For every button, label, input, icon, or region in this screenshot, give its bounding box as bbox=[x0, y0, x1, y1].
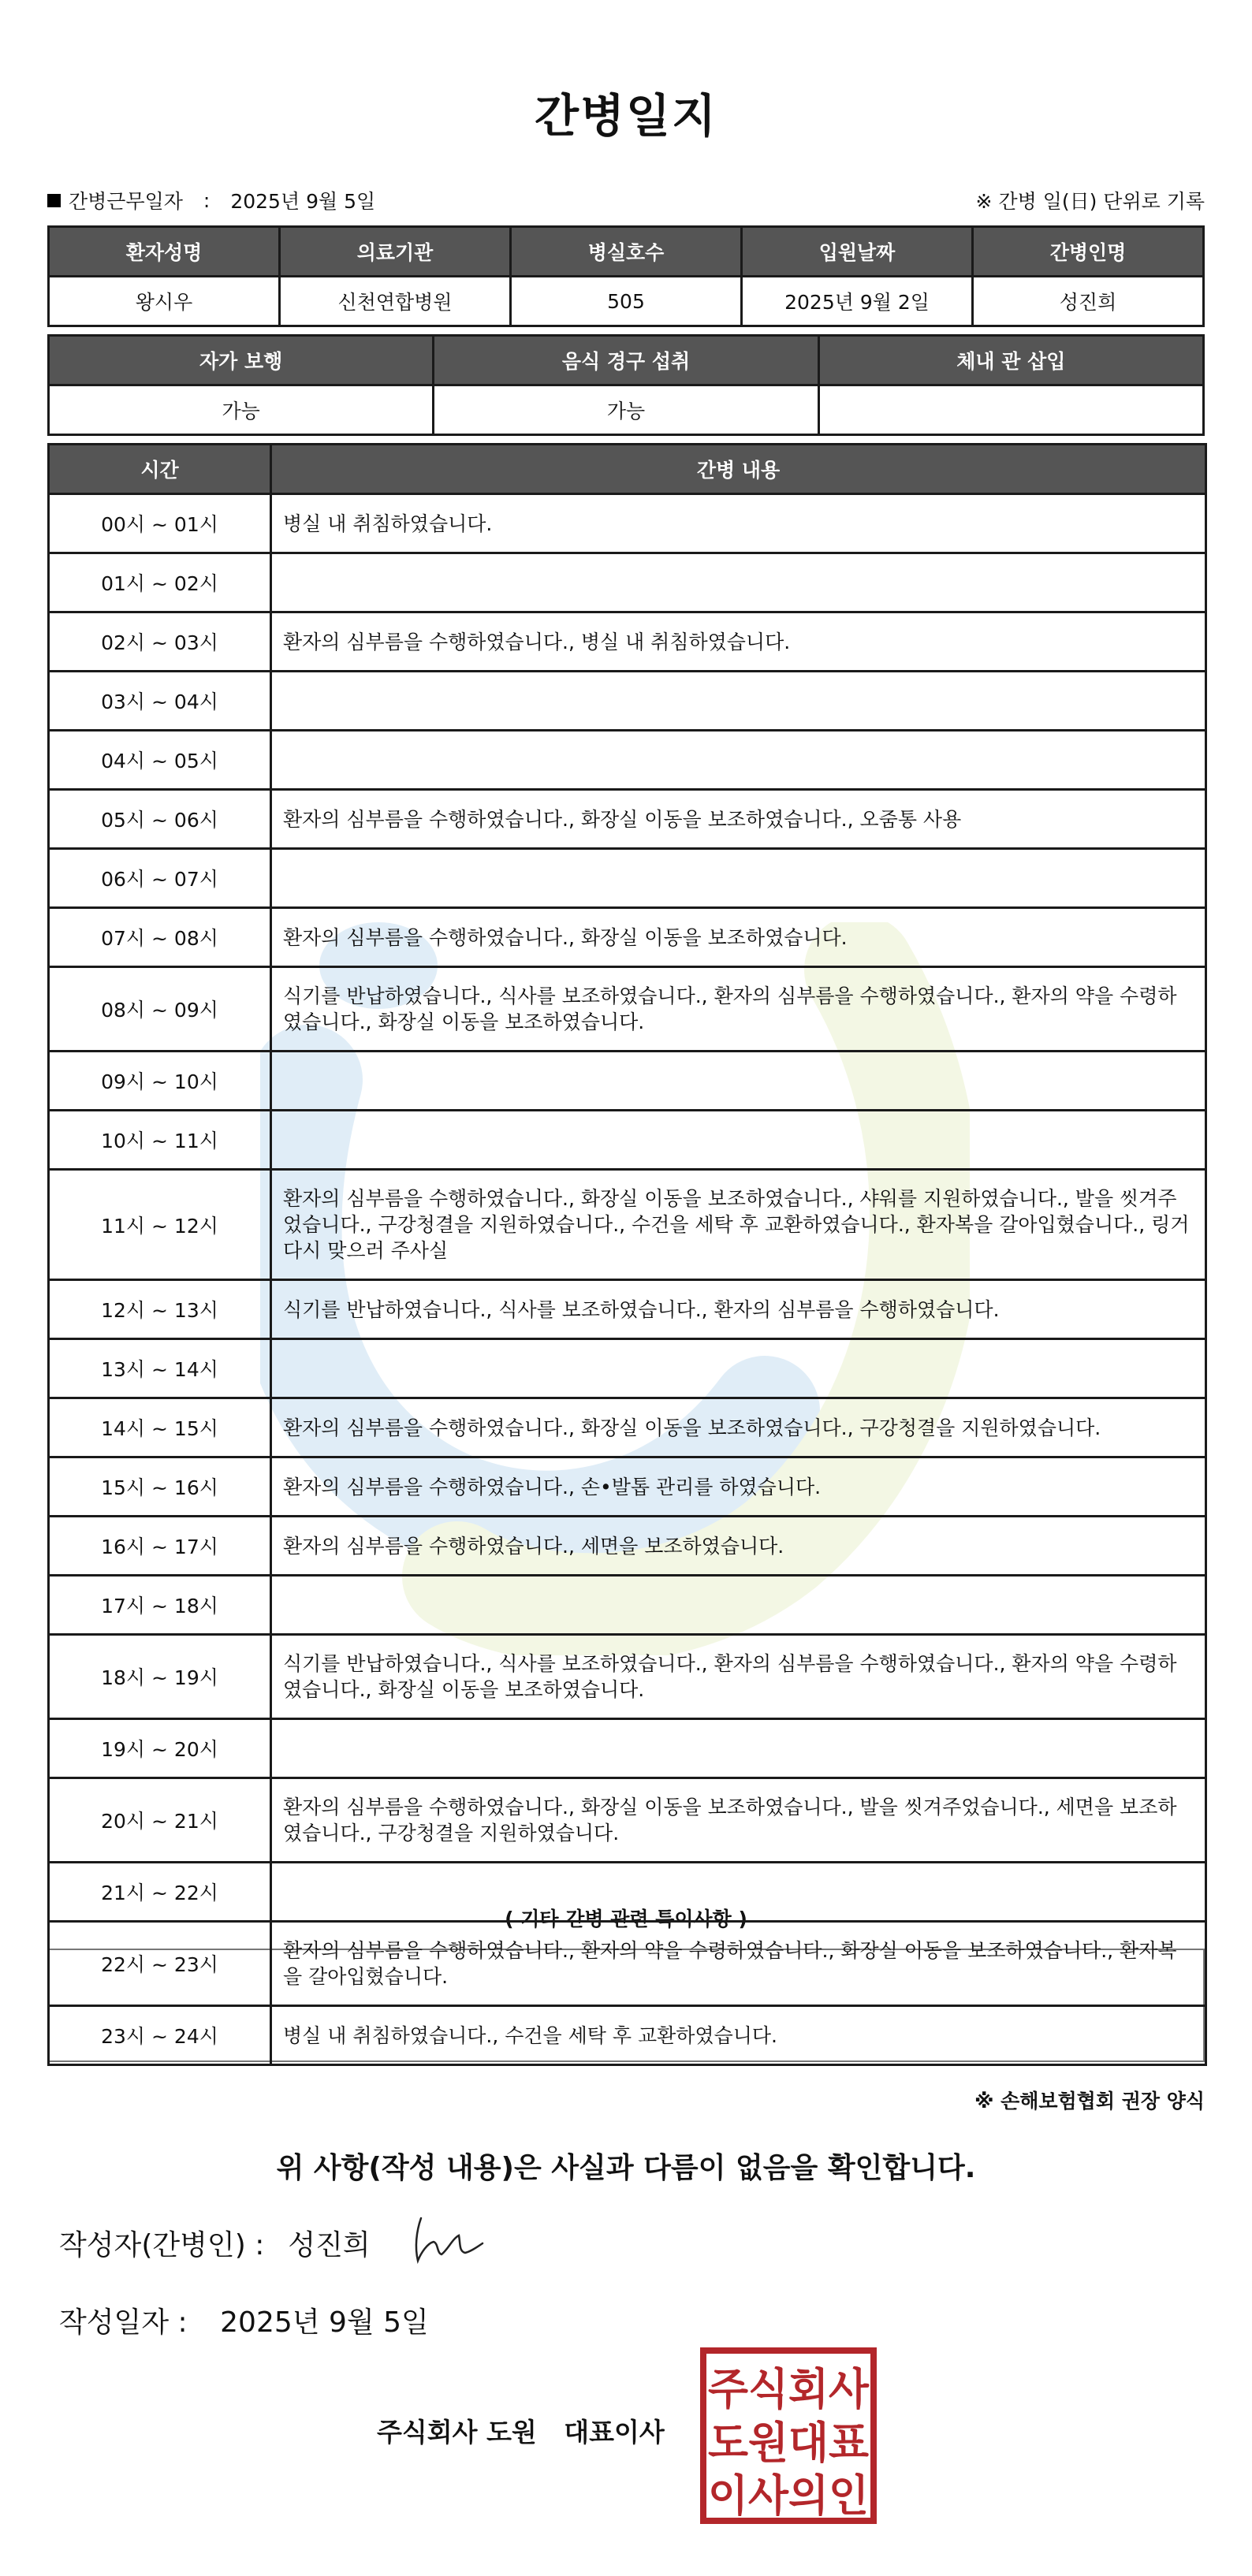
care-content-cell bbox=[271, 1111, 1206, 1170]
care-content-cell bbox=[271, 731, 1206, 790]
time-cell: 17시 ~ 18시 bbox=[49, 1576, 271, 1635]
table-row bbox=[49, 672, 1206, 731]
header-self-walking: 자가 보행 bbox=[49, 336, 434, 385]
time-cell: 05시 ~ 06시 bbox=[49, 790, 271, 849]
recommend-note: ※ 손해보험협회 권장 양식 bbox=[974, 2090, 1205, 2113]
time-cell: 08시 ~ 09시 bbox=[49, 967, 271, 1052]
table-row bbox=[49, 2006, 1206, 2065]
table-row bbox=[49, 790, 1206, 849]
time-cell: 04시 ~ 05시 bbox=[49, 731, 271, 790]
company-seal-stamp bbox=[700, 2347, 877, 2524]
page-title: 간병일지 bbox=[534, 89, 718, 143]
care-content-cell: 환자의 심부름을 수행하였습니다., 화장실 이동을 보조하였습니다., 구강청결을 지원하였습니다. bbox=[271, 1398, 1206, 1457]
caregiver-name: 성진희 bbox=[973, 277, 1204, 326]
table-row bbox=[49, 612, 1206, 672]
header-patient-name: 환자성명 bbox=[49, 227, 280, 277]
care-content-cell: 환자의 심부름을 수행하였습니다., 세면을 보조하였습니다. bbox=[271, 1517, 1206, 1576]
care-content-cell: 식기를 반납하였습니다., 식사를 보조하였습니다., 환자의 심부름을 수행하였습니다. bbox=[271, 1280, 1206, 1339]
table-row bbox=[49, 1778, 1206, 1863]
written-date-label: 작성일자 : bbox=[59, 2306, 188, 2339]
header-oral-intake: 음식 경구 섭취 bbox=[434, 336, 818, 385]
table-row bbox=[49, 1052, 1206, 1111]
table-row bbox=[49, 1719, 1206, 1778]
table-row bbox=[49, 553, 1206, 612]
time-cell: 18시 ~ 19시 bbox=[49, 1635, 271, 1719]
table-row bbox=[49, 1922, 1206, 2006]
time-cell: 10시 ~ 11시 bbox=[49, 1111, 271, 1170]
header-admission-date: 입원날짜 bbox=[742, 227, 973, 277]
seal-line-1: 주식회사 bbox=[708, 2364, 870, 2414]
care-content-cell: 환자의 심부름을 수행하였습니다., 손•발톱 관리를 하였습니다. bbox=[271, 1457, 1206, 1517]
writer-label: 작성자(간병인) : bbox=[59, 2229, 265, 2261]
care-content-cell bbox=[271, 1052, 1206, 1111]
header-caregiver-name: 간병인명 bbox=[973, 227, 1204, 277]
time-cell: 02시 ~ 03시 bbox=[49, 612, 271, 672]
care-content-cell bbox=[271, 1576, 1206, 1635]
care-content-cell: 환자의 심부름을 수행하였습니다., 화장실 이동을 보조하였습니다., 오줌통 사용 bbox=[271, 790, 1206, 849]
table-row bbox=[49, 1517, 1206, 1576]
time-cell: 13시 ~ 14시 bbox=[49, 1339, 271, 1398]
time-cell: 20시 ~ 21시 bbox=[49, 1778, 271, 1863]
table-row bbox=[49, 1576, 1206, 1635]
record-note: ※ 간병 일(日) 단위로 기록 bbox=[975, 190, 1205, 213]
care-content-cell bbox=[271, 553, 1206, 612]
care-content-cell: 병실 내 취침하였습니다., 수건을 세탁 후 교환하였습니다. bbox=[271, 2006, 1206, 2065]
time-cell: 07시 ~ 08시 bbox=[49, 908, 271, 967]
confirmation-statement: 위 사항(작성 내용)은 사실과 다름이 없음을 확인합니다. bbox=[276, 2152, 976, 2184]
table-row bbox=[49, 1280, 1206, 1339]
time-cell: 15시 ~ 16시 bbox=[49, 1457, 271, 1517]
care-content-cell: 환자의 심부름을 수행하였습니다., 화장실 이동을 보조하였습니다. bbox=[271, 908, 1206, 967]
seal-line-3: 이사의인 bbox=[708, 2470, 869, 2521]
care-content-cell: 환자의 심부름을 수행하였습니다., 환자의 약을 수령하였습니다., 화장실 이동을 보조하였습니다., 환자복을 갈아입혔습니다. bbox=[271, 1922, 1206, 2006]
patient-info-table bbox=[47, 225, 1205, 327]
written-date-value: 2025년 9월 5일 bbox=[220, 2306, 429, 2339]
header-care-content: 간병 내용 bbox=[271, 445, 1206, 494]
care-content-cell bbox=[271, 1719, 1206, 1778]
care-content-cell bbox=[271, 1339, 1206, 1398]
square-bullet-icon bbox=[47, 194, 61, 207]
care-content-cell: 환자의 심부름을 수행하였습니다., 화장실 이동을 보조하였습니다., 발을 씻겨주었습니다., 세면을 보조하였습니다., 구강청결을 지원하였습니다. bbox=[271, 1778, 1206, 1863]
table-row bbox=[49, 908, 1206, 967]
signature-mark bbox=[410, 2212, 489, 2267]
self-walking-value: 가능 bbox=[49, 385, 434, 435]
special-notes-title: ( 기타 간병 관련 특이사항 ) bbox=[505, 1908, 747, 1930]
time-cell: 06시 ~ 07시 bbox=[49, 849, 271, 908]
table-row bbox=[49, 494, 1206, 553]
tube-insertion-value bbox=[818, 385, 1203, 435]
time-cell: 21시 ~ 22시 bbox=[49, 1863, 271, 1922]
table-row bbox=[49, 1398, 1206, 1457]
time-cell: 14시 ~ 15시 bbox=[49, 1398, 271, 1457]
header-tube-insertion: 체내 관 삽입 bbox=[818, 336, 1203, 385]
time-cell: 00시 ~ 01시 bbox=[49, 494, 271, 553]
table-row bbox=[49, 1170, 1206, 1280]
patient-name: 왕시우 bbox=[49, 277, 280, 326]
time-cell: 16시 ~ 17시 bbox=[49, 1517, 271, 1576]
table-row bbox=[49, 1339, 1206, 1398]
hourly-care-table bbox=[47, 443, 1207, 2066]
care-content-cell: 식기를 반납하였습니다., 식사를 보조하였습니다., 환자의 심부름을 수행하였습니다., 환자의 약을 수령하였습니다., 화장실 이동을 보조하였습니다. bbox=[271, 1635, 1206, 1719]
care-content-cell bbox=[271, 849, 1206, 908]
hospital-name: 신천연합병원 bbox=[280, 277, 511, 326]
time-cell: 19시 ~ 20시 bbox=[49, 1719, 271, 1778]
work-date-label: 간병근무일자 bbox=[69, 190, 183, 213]
care-content-cell: 식기를 반납하였습니다., 식사를 보조하였습니다., 환자의 심부름을 수행하였습니다., 환자의 약을 수령하였습니다., 화장실 이동을 보조하였습니다. bbox=[271, 967, 1206, 1052]
care-content-cell bbox=[271, 672, 1206, 731]
table-row bbox=[49, 1635, 1206, 1719]
written-date-row bbox=[59, 2300, 429, 2340]
work-date-colon: : bbox=[203, 188, 211, 212]
header-room-number: 병실호수 bbox=[511, 227, 742, 277]
work-date-row bbox=[47, 186, 375, 214]
care-content-cell: 환자의 심부름을 수행하였습니다., 화장실 이동을 보조하였습니다., 샤워를 지원하였습니다., 발을 씻겨주었습니다., 구강청결을 지원하였습니다., 수건을 세탁 후 교환하였습니다., 환자복을 갈아입혔습니다., 링거 다시 맞으러 주사실 bbox=[271, 1170, 1206, 1280]
admission-date: 2025년 9월 2일 bbox=[742, 277, 973, 326]
room-number: 505 bbox=[511, 277, 742, 326]
care-content-cell: 병실 내 취침하였습니다. bbox=[271, 494, 1206, 553]
writer-row bbox=[59, 2223, 371, 2263]
table-row bbox=[49, 1111, 1206, 1170]
company-signature: 주식회사 도원 대표이사 bbox=[377, 2417, 665, 2448]
table-row bbox=[49, 1457, 1206, 1517]
table-row bbox=[49, 967, 1206, 1052]
writer-name: 성진희 bbox=[288, 2229, 371, 2261]
seal-line-2: 도원대표 bbox=[708, 2418, 869, 2468]
header-time: 시간 bbox=[49, 445, 271, 494]
time-cell: 03시 ~ 04시 bbox=[49, 672, 271, 731]
time-cell: 09시 ~ 10시 bbox=[49, 1052, 271, 1111]
patient-status-table bbox=[47, 334, 1205, 436]
time-cell: 22시 ~ 23시 bbox=[49, 1922, 271, 2006]
work-date-value: 2025년 9월 5일 bbox=[230, 190, 376, 213]
care-content-cell bbox=[271, 1863, 1206, 1922]
table-row bbox=[49, 1863, 1206, 1922]
table-row bbox=[49, 731, 1206, 790]
care-content-cell: 환자의 심부름을 수행하였습니다., 병실 내 취침하였습니다. bbox=[271, 612, 1206, 672]
time-cell: 01시 ~ 02시 bbox=[49, 553, 271, 612]
time-cell: 23시 ~ 24시 bbox=[49, 2006, 271, 2065]
time-cell: 11시 ~ 12시 bbox=[49, 1170, 271, 1280]
time-cell: 12시 ~ 13시 bbox=[49, 1280, 271, 1339]
header-hospital: 의료기관 bbox=[280, 227, 511, 277]
oral-intake-value: 가능 bbox=[434, 385, 818, 435]
table-row bbox=[49, 849, 1206, 908]
